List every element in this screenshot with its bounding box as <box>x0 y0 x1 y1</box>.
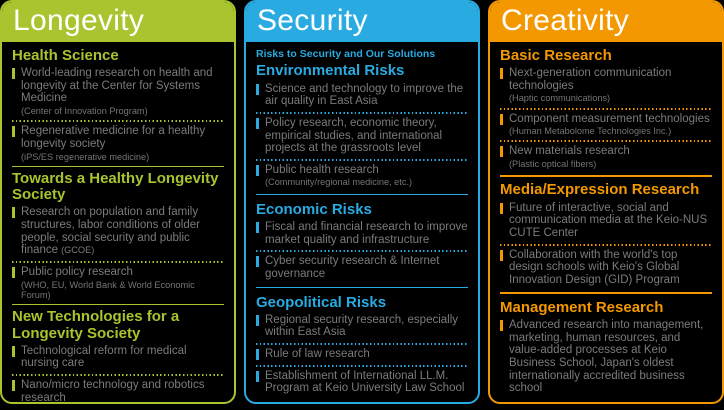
column-longevity <box>0 0 236 404</box>
section <box>500 300 712 395</box>
item-subtext: (Haptic communications) <box>509 93 611 104</box>
item-text: Nano/micro technology and robotics research <box>21 379 205 404</box>
section-heading: Environmental Risks <box>256 62 405 80</box>
list-item <box>256 83 468 108</box>
item-text: Cyber security research & Internet governance <box>265 255 440 280</box>
item-text: Next-generation communication technologies <box>509 67 672 92</box>
column-title: Longevity <box>13 4 145 37</box>
section-separator <box>500 175 712 177</box>
bullet-bar-icon <box>256 349 259 360</box>
item-dotted-separator <box>12 261 224 263</box>
list-item <box>500 249 712 287</box>
section <box>256 63 468 187</box>
bullet-bar-icon <box>500 146 503 157</box>
item-text: World-leading research on health and longevity at the Center for Systems Medicine <box>21 67 213 105</box>
item-note-inline: (GCOE) <box>61 245 95 256</box>
column-body <box>490 42 722 402</box>
list-item <box>12 206 224 257</box>
item-subtext: (Human Metabolome Technologies Inc.) <box>509 126 672 137</box>
bullet-bar-icon <box>500 68 503 79</box>
column-tagline: Risks to Security and Our Solutions <box>256 48 436 60</box>
section-heading: Towards a Healthy Longevity Society <box>12 170 219 204</box>
item-dotted-separator <box>256 250 468 252</box>
item-text: Public health research <box>265 163 379 176</box>
section-heading: New Technologies for a Longevity Society <box>12 308 180 342</box>
item-subtext: (Center of Innovation Program) <box>21 106 148 117</box>
bullet-bar-icon <box>256 84 259 95</box>
column-header <box>244 0 480 42</box>
item-subtext: (iPS/ES regenerative medicine) <box>21 151 150 162</box>
column-header <box>0 0 236 42</box>
item-dotted-separator <box>256 365 468 367</box>
section-separator <box>12 304 224 306</box>
list-item <box>500 145 712 169</box>
list-item <box>256 314 468 339</box>
item-text: Science and technology to improve the air quality in East Asia <box>265 82 464 108</box>
list-item <box>12 266 224 300</box>
section-separator <box>500 292 712 294</box>
section <box>500 182 712 286</box>
column-title: Creativity <box>501 4 630 37</box>
section-heading: Economic Risks <box>256 200 372 218</box>
bullet-bar-icon <box>12 380 15 391</box>
item-dotted-separator <box>500 140 712 142</box>
section-separator <box>12 166 224 168</box>
section-heading: Management Research <box>500 298 664 316</box>
item-subtext: (WHO, EU, World Bank & World Economic Forum) <box>21 279 195 300</box>
column-security <box>244 0 480 404</box>
section-heading: Media/Expression Research <box>500 181 700 199</box>
item-text: Research on population and family structures, labor conditions of older people, social security and public finance <box>21 206 200 257</box>
item-subtext: (Plastic optical fibers) <box>509 158 597 169</box>
item-dotted-separator <box>500 244 712 246</box>
list-item <box>12 379 224 404</box>
item-text: Regional security research, especially within East Asia <box>265 313 459 339</box>
item-dotted-separator <box>256 112 468 114</box>
item-text: Future of interactive, social and communication media at the Keio-NUS CUTE Center <box>509 201 708 239</box>
column-title: Security <box>257 4 368 37</box>
bullet-bar-icon <box>256 315 259 326</box>
item-text: Rule of law research <box>265 348 370 361</box>
list-item <box>256 370 468 395</box>
section <box>12 48 224 162</box>
item-dotted-separator <box>256 159 468 161</box>
column-creativity <box>488 0 724 404</box>
list-item <box>256 117 468 155</box>
bullet-bar-icon <box>12 207 15 218</box>
section <box>500 48 712 169</box>
list-item <box>12 345 224 370</box>
item-dotted-separator <box>12 374 224 376</box>
bullet-bar-icon <box>256 371 259 382</box>
item-text: Policy research, economic theory, empirical studies, and international projects at the grassroots level <box>265 116 443 155</box>
item-text: New materials research <box>509 145 630 158</box>
column-body <box>246 42 478 402</box>
section <box>256 202 468 281</box>
column-body <box>2 42 234 404</box>
bullet-bar-icon <box>12 267 15 278</box>
bullet-bar-icon <box>256 222 259 233</box>
bullet-bar-icon <box>12 68 15 79</box>
item-text: Establishment of International LL.M. Program at Keio University Law School <box>265 369 465 395</box>
bullet-bar-icon <box>500 320 503 331</box>
list-item <box>500 202 712 240</box>
item-text: Technological reform for medical nursing care <box>21 344 187 370</box>
section <box>12 171 224 300</box>
item-dotted-separator <box>12 120 224 122</box>
bullet-bar-icon <box>12 346 15 357</box>
list-item <box>500 319 712 395</box>
bullet-bar-icon <box>500 114 503 125</box>
list-item <box>256 221 468 246</box>
bullet-bar-icon <box>12 126 15 137</box>
bullet-bar-icon <box>500 203 503 214</box>
item-subtext: (Community/regional medicine, etc.) <box>265 177 413 188</box>
section-heading: Geopolitical Risks <box>256 293 387 311</box>
section-separator <box>256 287 468 289</box>
section <box>256 295 468 395</box>
item-dotted-separator <box>256 343 468 345</box>
item-text: Advanced research into management, marketing, human resources, and value-added processes at Keio Business School, Japan's oldest internationally accredited business school <box>509 319 704 395</box>
item-text: Component measurement technologies <box>509 112 710 125</box>
column-header <box>488 0 724 42</box>
list-item <box>500 67 712 103</box>
item-text: Fiscal and financial research to improve market quality and infrastructure <box>265 220 468 246</box>
bullet-bar-icon <box>500 250 503 261</box>
section-heading: Basic Research <box>500 47 612 64</box>
item-dotted-separator <box>500 108 712 110</box>
list-item <box>256 255 468 280</box>
item-text: Collaboration with the world's top design schools with Keio's Global Innovation Design (GID) Program <box>509 248 680 286</box>
item-text: Regenerative medicine for a healthy longevity society <box>21 125 206 150</box>
list-item <box>256 348 468 361</box>
bullet-bar-icon <box>256 118 259 129</box>
list-item <box>256 164 468 188</box>
list-item <box>12 67 224 116</box>
list-item <box>12 125 224 161</box>
item-text: Public policy research <box>21 266 133 279</box>
bullet-bar-icon <box>256 165 259 176</box>
section-separator <box>256 194 468 196</box>
bullet-bar-icon <box>256 256 259 267</box>
list-item <box>500 113 712 137</box>
section-heading: Health Science <box>12 47 119 64</box>
section <box>12 309 224 404</box>
